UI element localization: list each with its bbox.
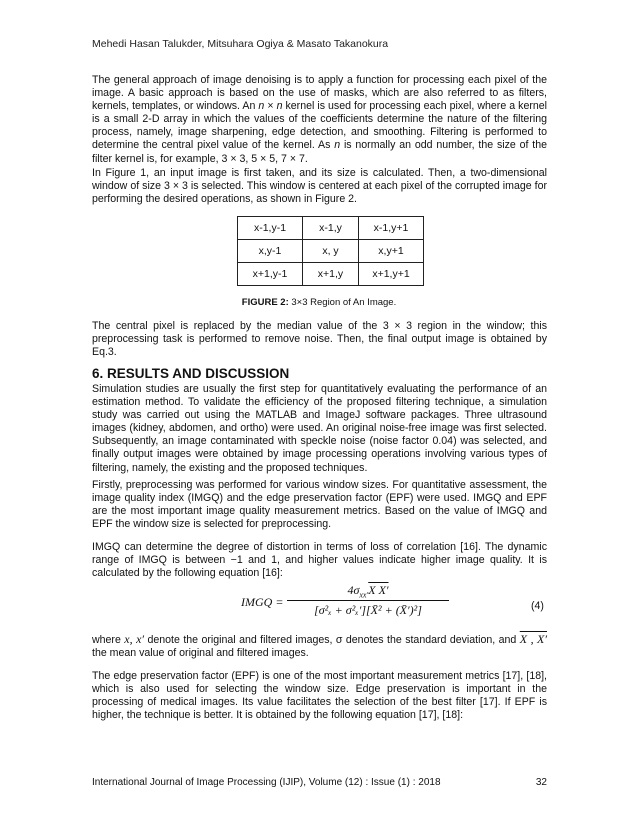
para1-n-var: n	[334, 139, 341, 152]
fraction-bar	[287, 600, 449, 601]
table-cell: x+1,y+1	[359, 263, 424, 286]
equation-number: (4)	[531, 600, 544, 612]
region-3x3-table	[237, 216, 424, 286]
para1-text-c: is normally an odd number, the size of the filter kernel is, for example, 3 × 3, 5 × 5, 7 × 7.	[92, 139, 547, 165]
paragraph-epf: The edge preservation factor (EPF) is one of the most important measurement metrics [17], [18], which is also used for selecting the window size. Edge preservation is important in the processing of medical images. Its value facilitates the selection of the best filter [17]. If EPF is higher, the technique is better. It is obtained by the following equation [17], [18]:	[92, 670, 547, 722]
numerator-subscript: xx′	[359, 590, 369, 600]
paragraph-median: The central pixel is replaced by the median value of the 3 × 3 region in the window; this preprocessing task is performed to remove noise. Then, the final output image is obtained by Eq.3.	[92, 320, 547, 359]
figure-caption	[0, 297, 638, 308]
table-cell: x+1,y	[303, 263, 359, 286]
para1-text-a: The general approach of image denoising is to apply a function for processing each pixel of the image. A basic approach is based on the use of masks, which are also referred to as filters, kernels, templates, or windows. An	[92, 74, 547, 113]
table-cell: x+1,y-1	[238, 263, 303, 286]
paragraph-simulation: Simulation studies are usually the first step for quantitatively evaluating the performance of an estimation method. To validate the efficiency of the proposed filtering technique, a simulation study was carried out using the MATLAB and ImageJ software packages. Three ultrasound images (kidney, abdomen, and ortho) were used. An original noise-free image was first selected. Subsequently, an image contaminated with speckle noise (noise factor 0.04) was selected, and finally output images were obtained by image processing operations involving various types of filtering, namely, the existing and the proposed techniques.	[92, 383, 547, 474]
para1-times: ×	[264, 100, 277, 113]
equation-numerator	[287, 583, 449, 598]
para7-text-c: the mean value of original and filtered images.	[92, 647, 309, 660]
numerator-means: X X′	[368, 583, 389, 597]
equation-lhs: IMGQ =	[241, 595, 284, 609]
table-cell: x-1,y	[303, 217, 359, 240]
table-row	[238, 263, 424, 286]
para7-vars: x, x′	[124, 632, 145, 646]
para1-n-var: n	[276, 100, 283, 113]
equation-denominator: [σ²ₓ + σ²ₓ′][X̄² + (X̄′)²]	[314, 603, 422, 617]
para1-n-var: n	[258, 100, 265, 113]
running-head: Mehedi Hasan Talukder, Mitsuhara Ogiya & Masato Takanokura	[92, 38, 389, 50]
footer-page-number: 32	[535, 777, 547, 788]
page-footer	[92, 777, 547, 788]
paragraph-where	[92, 633, 547, 660]
table-cell: x-1,y+1	[359, 217, 424, 240]
numerator-sigma: 4σ	[347, 583, 360, 597]
footer-journal: International Journal of Image Processing (IJIP), Volume (12) : Issue (1) : 2018	[92, 777, 441, 788]
table-cell: x,y-1	[238, 240, 303, 263]
section-heading: 6. RESULTS AND DISCUSSION	[92, 366, 290, 381]
paragraph-imgq: IMGQ can determine the degree of distortion in terms of loss of correlation [16]. The dynamic range of IMGQ is between −1 and 1, and higher values indicate higher image quality. It is calculated by the following equation [16]:	[92, 541, 547, 580]
paragraph-figure-1: In Figure 1, an input image is first taken, and its size is calculated. Then, a two-dimensional window of size 3 × 3 is selected. This window is centered at each pixel of the corrupted image for performing the desired operations, as shown in Figure 2.	[92, 167, 547, 206]
para1-text-b: kernel is used for processing each pixel, where a kernel is a small 2-D array in which the values of the coefficients determine the nature of the filtering process, namely, image sharpening, edge detection, and smoothing. Filtering is performed to determine the central pixel value of the kernel. As	[92, 100, 548, 152]
table-cell: x-1,y-1	[238, 217, 303, 240]
table-cell: x,y+1	[359, 240, 424, 263]
table-row	[238, 217, 424, 240]
table-cell: x, y	[303, 240, 359, 263]
para7-means: X , X′	[519, 632, 548, 646]
paragraph-preprocessing: Firstly, preprocessing was performed for various window sizes. For quantitative assessment, the image quality index (IMGQ) and the edge preservation factor (EPF) were used. IMGQ and EPF are the most important image quality measurement metrics. Based on the value of IMGQ and EPF the window size is selected for preprocessing.	[92, 479, 547, 531]
paragraph-kernel-intro	[92, 74, 547, 166]
table-row	[238, 240, 424, 263]
para7-text-a: where	[92, 634, 125, 646]
figure-caption-text: 3×3 Region of An Image.	[288, 297, 397, 308]
equation-fraction	[287, 583, 449, 618]
figure-caption-label: FIGURE 2:	[241, 297, 289, 308]
para7-text-b: denote the original and filtered images, σ denotes the standard deviation, and	[144, 634, 520, 646]
